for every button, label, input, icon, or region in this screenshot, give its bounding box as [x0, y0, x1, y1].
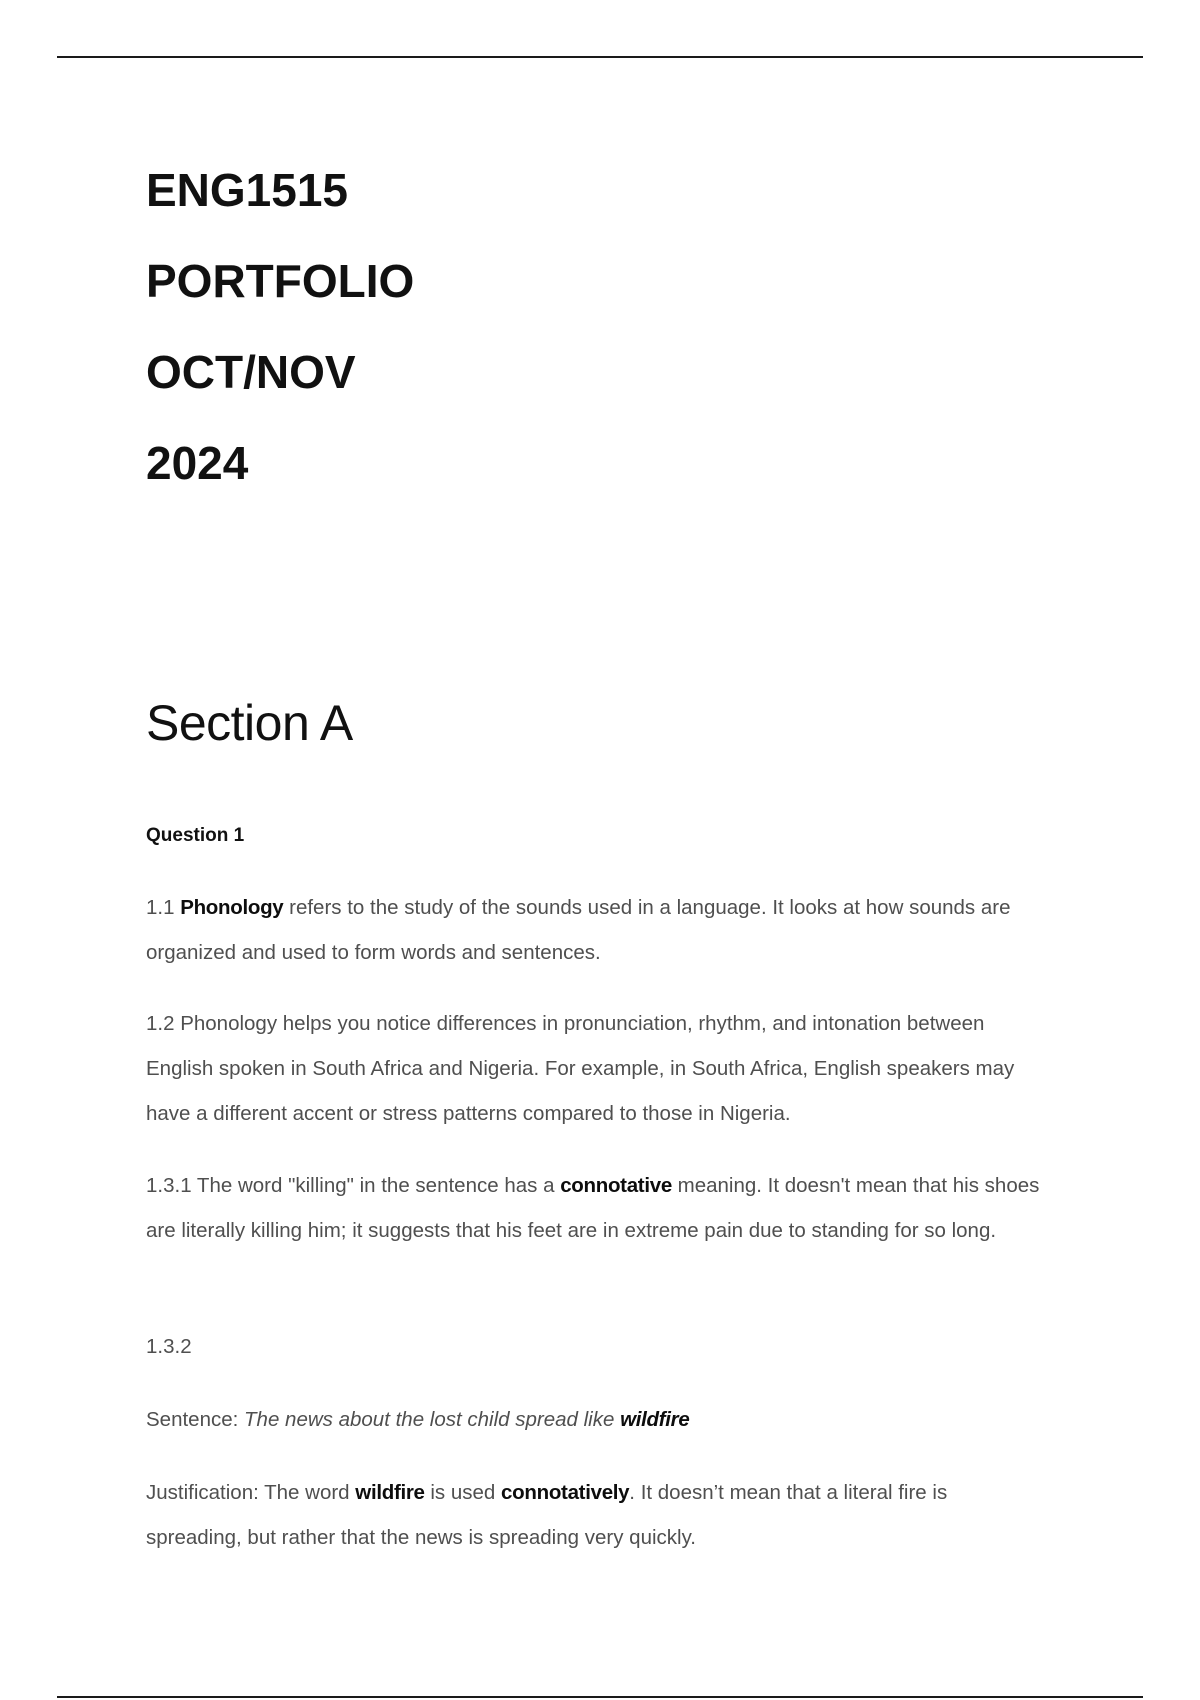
- bottom-rule: [57, 1696, 1143, 1698]
- justification-text-after: . It doesn’t mean that a literal fire is spreading, but rather that the news is spreading very quickly.: [146, 1481, 948, 1549]
- section-heading: Section A: [146, 695, 353, 751]
- justification-label: Justification: The word: [146, 1481, 350, 1504]
- key-term-wildfire: wildfire: [620, 1408, 690, 1431]
- document-title: [146, 145, 414, 509]
- answer-1-3-1-text-before: 1.3.1 The word "killing" in the sentence has a: [146, 1174, 555, 1197]
- title-line-year: 2024: [146, 437, 249, 489]
- justification: [146, 1470, 1046, 1560]
- answer-1-1-text: refers to the study of the sounds used in a language. It looks at how sounds are organized and used to form words and sentences.: [146, 896, 1011, 964]
- answer-1-3-1: [146, 1163, 1046, 1253]
- answer-1-1: [146, 885, 1046, 975]
- answer-1-2: 1.2 Phonology helps you notice differences in pronunciation, rhythm, and intonation between English spoken in South Africa and Nigeria. For example, in South Africa, English speakers may have a different accent or stress patterns compared to those in Nigeria.: [146, 1012, 1015, 1125]
- key-term-connotatively: connotatively: [501, 1481, 630, 1504]
- key-term-wildfire-justification: wildfire: [355, 1481, 425, 1504]
- title-line-portfolio: PORTFOLIO: [146, 255, 415, 307]
- title-line-course-code: ENG1515: [146, 164, 349, 216]
- answer-1-1-number: 1.1: [146, 896, 175, 919]
- answer-1-3-2-number: 1.3.2: [146, 1335, 192, 1358]
- sentence-italic-text: The news about the lost child spread like: [244, 1408, 615, 1431]
- top-rule: [57, 56, 1143, 58]
- key-term-phonology: Phonology: [180, 896, 284, 919]
- justification-middle: is used: [430, 1481, 496, 1504]
- title-line-period: OCT/NOV: [146, 346, 356, 398]
- example-sentence: [146, 1397, 1046, 1442]
- sentence-label: Sentence:: [146, 1408, 239, 1431]
- key-term-connotative: connotative: [560, 1174, 672, 1197]
- answer-1-3-1-text-after: meaning. It doesn't mean that his shoes are literally killing him; it suggests that his feet are in extreme pain due to standing for so long.: [146, 1174, 1040, 1242]
- question-heading: Question 1: [146, 825, 245, 846]
